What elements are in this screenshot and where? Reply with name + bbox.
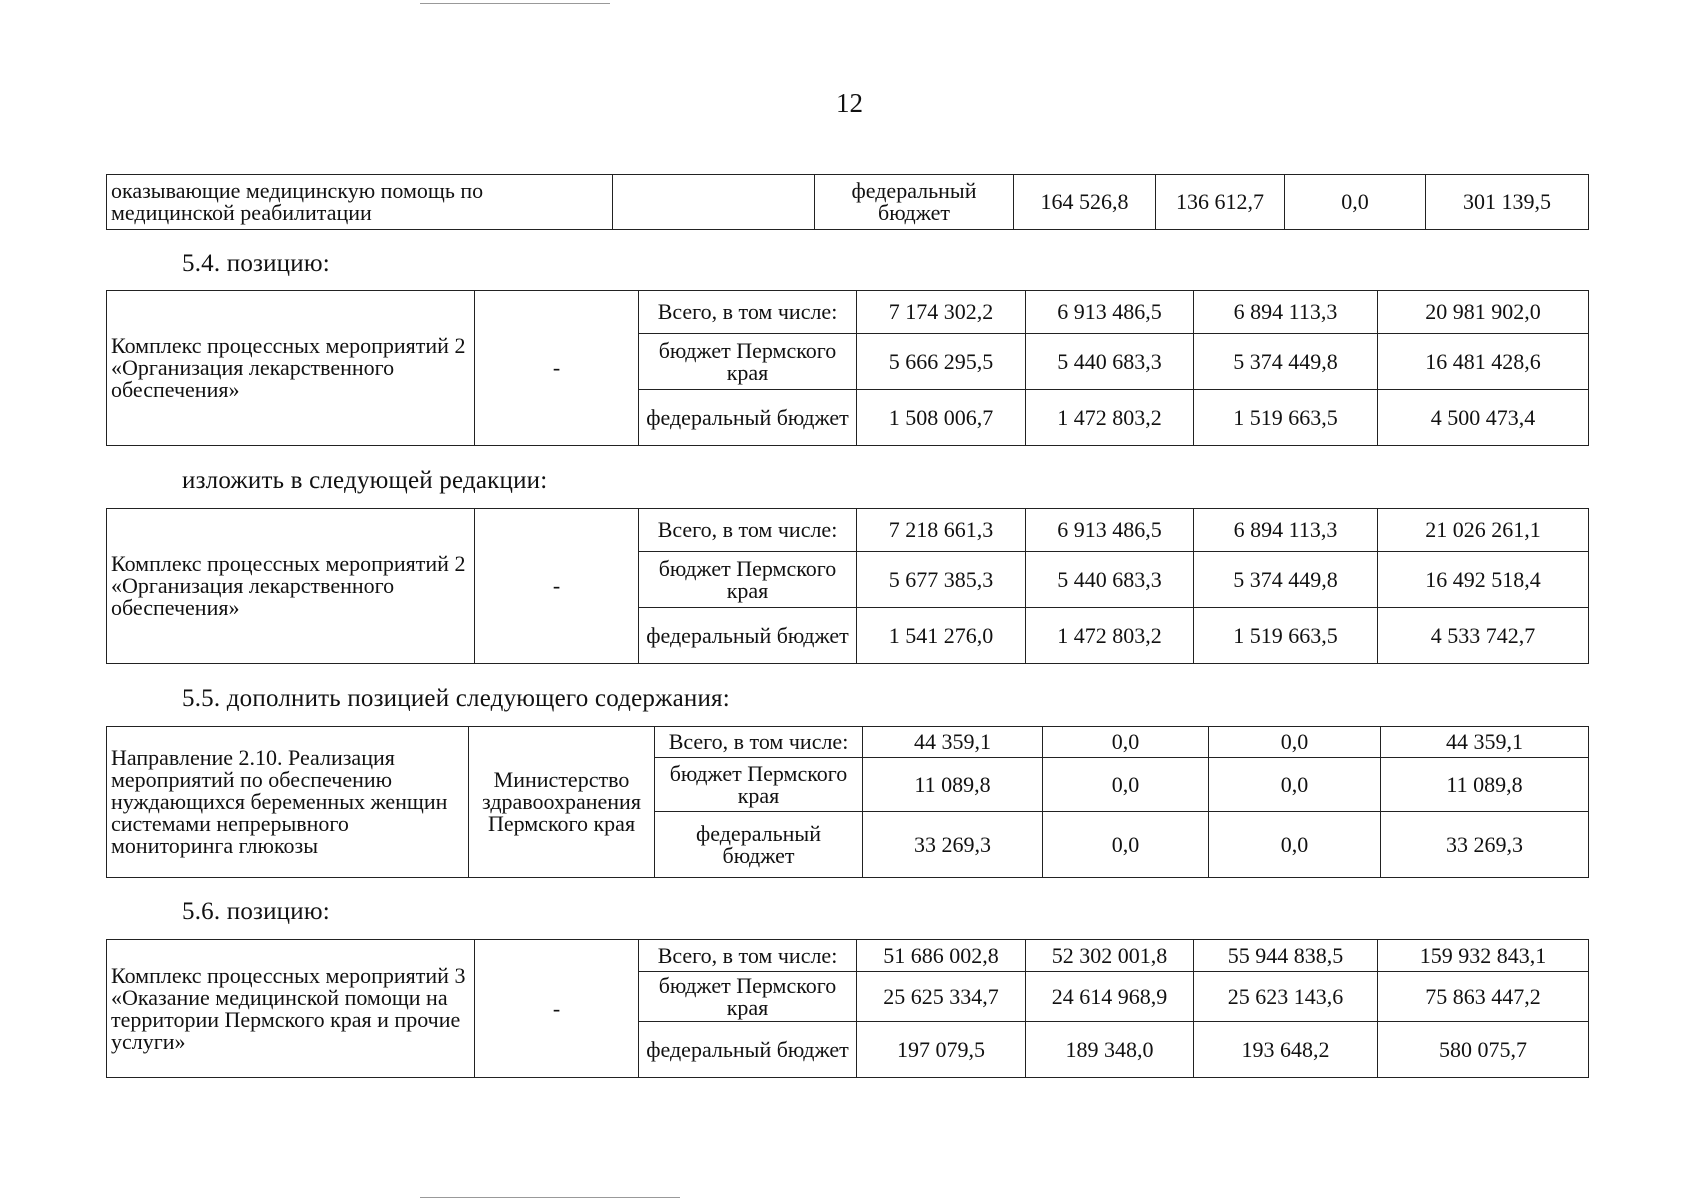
responsible-cell: Министерство здравоохранения Пермского края [469, 727, 655, 878]
fragment-table [106, 174, 1589, 230]
value-cell: 55 944 838,5 [1194, 940, 1378, 972]
value-cell: 0,0 [1285, 175, 1426, 230]
value-cell: 6 894 113,3 [1194, 291, 1378, 334]
value-cell: 11 089,8 [1381, 758, 1589, 812]
value-cell: 136 612,7 [1156, 175, 1285, 230]
value-cell: 164 526,8 [1014, 175, 1156, 230]
position-table-5-5 [106, 726, 1589, 878]
value-cell: 1 508 006,7 [857, 390, 1026, 446]
funding-source: бюджет Пермского края [655, 758, 863, 812]
position-table-new-edition [106, 508, 1589, 664]
position-table-5-4 [106, 290, 1589, 446]
responsible-cell [613, 175, 815, 230]
scan-edge-bottom [420, 1197, 680, 1198]
value-cell: 4 533 742,7 [1378, 608, 1589, 664]
responsible-cell: - [475, 509, 639, 664]
value-cell: 0,0 [1209, 758, 1381, 812]
responsible-cell: - [475, 940, 639, 1078]
value-cell: 6 913 486,5 [1026, 509, 1194, 552]
value-cell: 6 913 486,5 [1026, 291, 1194, 334]
value-cell: 6 894 113,3 [1194, 509, 1378, 552]
funding-source: бюджет Пермского края [639, 552, 857, 608]
position-name: Комплекс процессных мероприятий 3 «Оказание медицинской помощи на территории Пермского края и прочие услуги» [107, 940, 475, 1078]
funding-source: федеральный бюджет [639, 608, 857, 664]
position-name: Комплекс процессных мероприятий 2 «Организация лекарственного обеспечения» [107, 291, 475, 446]
table-row [107, 940, 1589, 972]
funding-source: бюджет Пермского края [639, 972, 857, 1022]
value-cell: 24 614 968,9 [1026, 972, 1194, 1022]
value-cell: 193 648,2 [1194, 1022, 1378, 1078]
section-heading: изложить в следующей редакции: [182, 467, 548, 494]
responsible-cell: - [475, 291, 639, 446]
table-row [107, 291, 1589, 334]
value-cell: 16 481 428,6 [1378, 334, 1589, 390]
value-cell: 1 472 803,2 [1026, 390, 1194, 446]
position-table-5-6 [106, 939, 1589, 1078]
value-cell: 4 500 473,4 [1378, 390, 1589, 446]
value-cell: 33 269,3 [863, 812, 1043, 878]
value-cell: 7 218 661,3 [857, 509, 1026, 552]
section-heading: 5.4. позицию: [182, 250, 330, 277]
value-cell: 189 348,0 [1026, 1022, 1194, 1078]
position-name: Направление 2.10. Реализация мероприятий по обеспечению нуждающихся беременных женщин системами непрерывного мониторинга глюкозы [107, 727, 469, 878]
value-cell: 21 026 261,1 [1378, 509, 1589, 552]
value-cell: 20 981 902,0 [1378, 291, 1589, 334]
value-cell: 5 440 683,3 [1026, 334, 1194, 390]
funding-source: Всего, в том числе: [639, 509, 857, 552]
table-row [107, 175, 1589, 230]
value-cell: 197 079,5 [857, 1022, 1026, 1078]
position-name: оказывающие медицинскую помощь по медицинской реабилитации [107, 175, 613, 230]
table-row [107, 509, 1589, 552]
value-cell: 0,0 [1043, 812, 1209, 878]
value-cell: 0,0 [1209, 727, 1381, 758]
scan-edge-top [420, 3, 610, 4]
table-row [107, 727, 1589, 758]
value-cell: 5 666 295,5 [857, 334, 1026, 390]
value-cell: 33 269,3 [1381, 812, 1589, 878]
value-cell: 25 623 143,6 [1194, 972, 1378, 1022]
value-cell: 16 492 518,4 [1378, 552, 1589, 608]
funding-source: бюджет Пермского края [639, 334, 857, 390]
section-heading: 5.6. позицию: [182, 898, 330, 925]
value-cell: 51 686 002,8 [857, 940, 1026, 972]
value-cell: 5 374 449,8 [1194, 552, 1378, 608]
value-cell: 0,0 [1209, 812, 1381, 878]
funding-source: федеральный бюджет [639, 390, 857, 446]
value-cell: 0,0 [1043, 727, 1209, 758]
funding-source: федеральный бюджет [815, 175, 1014, 230]
value-cell: 1 519 663,5 [1194, 390, 1378, 446]
value-cell: 0,0 [1043, 758, 1209, 812]
page-number: 12 [836, 88, 863, 118]
funding-source: Всего, в том числе: [639, 291, 857, 334]
funding-source: Всего, в том числе: [639, 940, 857, 972]
value-cell: 301 139,5 [1426, 175, 1589, 230]
value-cell: 1 519 663,5 [1194, 608, 1378, 664]
value-cell: 1 472 803,2 [1026, 608, 1194, 664]
value-cell: 44 359,1 [863, 727, 1043, 758]
funding-source: федеральный бюджет [639, 1022, 857, 1078]
value-cell: 44 359,1 [1381, 727, 1589, 758]
value-cell: 25 625 334,7 [857, 972, 1026, 1022]
value-cell: 5 440 683,3 [1026, 552, 1194, 608]
value-cell: 5 374 449,8 [1194, 334, 1378, 390]
value-cell: 52 302 001,8 [1026, 940, 1194, 972]
funding-source: Всего, в том числе: [655, 727, 863, 758]
value-cell: 7 174 302,2 [857, 291, 1026, 334]
position-name: Комплекс процессных мероприятий 2 «Организация лекарственного обеспечения» [107, 509, 475, 664]
value-cell: 580 075,7 [1378, 1022, 1589, 1078]
value-cell: 75 863 447,2 [1378, 972, 1589, 1022]
value-cell: 5 677 385,3 [857, 552, 1026, 608]
funding-source: федеральный бюджет [655, 812, 863, 878]
value-cell: 159 932 843,1 [1378, 940, 1589, 972]
section-heading: 5.5. дополнить позицией следующего содержания: [182, 685, 730, 712]
value-cell: 1 541 276,0 [857, 608, 1026, 664]
value-cell: 11 089,8 [863, 758, 1043, 812]
